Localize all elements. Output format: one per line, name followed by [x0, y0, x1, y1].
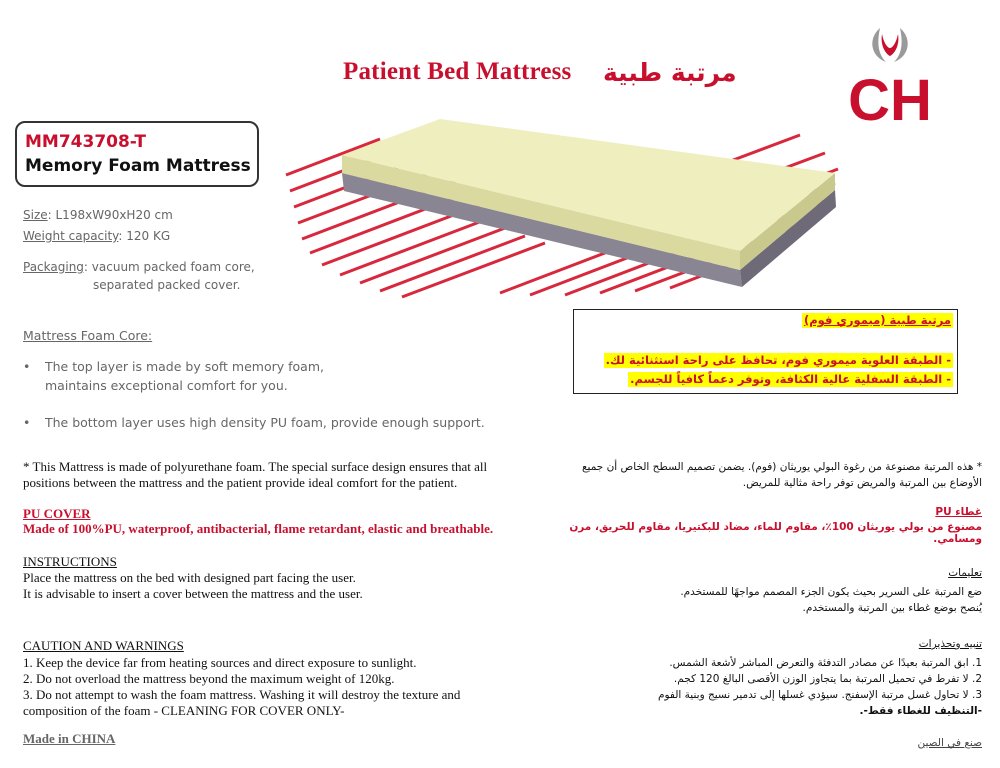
packaging-spec	[23, 260, 255, 274]
caution-line-3-en: 3. Do not attempt to wash the foam mattress. Washing it will destroy the texture and	[23, 687, 461, 702]
note-ar-line-2: الأوضاع بين المرتبة والمريض توفر راحة مثالية للمريض.	[742, 477, 982, 489]
made-in-en: Made in CHINA	[23, 731, 116, 746]
bullet-dot: •	[23, 415, 31, 430]
packaging-line2: separated packed cover.	[93, 278, 241, 292]
instructions-heading-ar: تعليمات	[948, 567, 982, 579]
page-title-arabic: مرتبة طبية	[603, 58, 737, 87]
cover-text-ar: مصنوع من بولي يوريثان 100٪، مقاوم للماء، مضاد للبكتيريا، مقاوم للحريق، مرن ومسامي.	[569, 521, 982, 545]
cover-heading-en: PU COVER	[23, 506, 91, 521]
weight-label: Weight capacity	[23, 229, 119, 243]
foam-core-bullet-1	[23, 357, 324, 395]
arabic-box-line-2: - الطبقة السفلية عالية الكثافة، وتوفر دعماً كافياً للجسم.	[630, 372, 951, 386]
instructions-line-1-ar: ضع المرتبة على السرير بحيث يكون الجزء المصمم مواجهًا للمستخدم.	[680, 586, 982, 598]
size-spec	[23, 208, 173, 222]
instructions-line-1-en: Place the mattress on the bed with designed part facing the user.	[23, 570, 356, 585]
foam-core-bullet-2	[23, 413, 485, 432]
product-name: Memory Foam Mattress	[25, 156, 251, 176]
instructions-heading-en: INSTRUCTIONS	[23, 554, 117, 569]
caution-line-1-ar: 1. ابق المرتبة بعيدًا عن مصادر التدفئة والتعرض المباشر لأشعة الشمس.	[669, 657, 982, 669]
arabic-box-title: مرتبة طبية (ميموري فوم)	[803, 313, 951, 327]
note-ar-line-1: * هذه المرتبة مصنوعة من رغوة البولي يوريثان (فوم). يضمن تصميم السطح الخاص أن جميع	[581, 461, 982, 473]
bullet-dot: •	[23, 359, 31, 374]
caution-heading-en: CAUTION AND WARNINGS	[23, 638, 184, 653]
caution-line-2-en: 2. Do not overload the mattress beyond the maximum weight of 120kg.	[23, 671, 395, 686]
made-in-ar: صنع في الصين	[917, 737, 982, 749]
bullet-1-line-2: maintains exceptional comfort for you.	[45, 378, 288, 393]
arabic-box-line-1: - الطبقة العلوية ميموري فوم، تحافظ على راحة استثنائية لك.	[605, 353, 951, 367]
cover-heading-ar: غطاء PU	[935, 506, 982, 518]
bullet-1-line-1: The top layer is made by soft memory foam,	[45, 359, 324, 374]
ch-logo	[840, 22, 940, 127]
bullet-2-text: The bottom layer uses high density PU foam, provide enough support.	[45, 415, 485, 430]
caution-line-3-ar: 3. لا تحاول غسل مرتبة الإسفنج. سيؤدي غسلها إلى تدمير نسيج وبنية الفوم	[657, 689, 982, 701]
caution-line-4-ar: -التنظيف للغطاء فقط-.	[859, 705, 982, 717]
caution-line-4-en: composition of the foam - CLEANING FOR COVER ONLY-	[23, 703, 345, 718]
note-en-line-1: * This Mattress is made of polyurethane foam. The special surface design ensures that all	[23, 459, 488, 474]
size-label: Size	[23, 208, 48, 222]
product-title-box	[15, 121, 259, 187]
note-en-line-2: positions between the mattress and the patient provide ideal comfort for the patient.	[23, 475, 458, 490]
instructions-line-2-en: It is advisable to insert a cover between the mattress and the user.	[23, 586, 363, 601]
weight-value: : 120 KG	[118, 229, 171, 243]
caution-line-1-en: 1. Keep the device far from heating sources and direct exposure to sunlight.	[23, 655, 417, 670]
caution-line-2-ar: 2. لا تفرط في تحميل المرتبة بما يتجاوز الوزن الأقصى البالغ 120 كجم.	[673, 673, 982, 685]
logo-text: CH	[848, 68, 932, 127]
arabic-features-box	[573, 309, 958, 394]
packaging-line1: : vacuum packed foam core,	[83, 260, 255, 274]
weight-spec	[23, 229, 170, 243]
size-value: : L198xW90xH20 cm	[47, 208, 173, 222]
product-code: MM743708-T	[25, 132, 146, 152]
mattress-illustration	[280, 115, 840, 300]
page-title: Patient Bed Mattress	[343, 58, 572, 85]
caution-heading-ar: تنبيه وتحذيرات	[918, 638, 982, 650]
instructions-line-2-ar: يُنصح بوضع غطاء بين المرتبة والمستخدم.	[802, 602, 982, 614]
packaging-label: Packaging	[23, 260, 84, 274]
cover-text-en: Made of 100%PU, waterproof, antibacterial, flame retardant, elastic and breathable.	[23, 521, 494, 536]
foam-core-heading: Mattress Foam Core:	[23, 328, 153, 343]
